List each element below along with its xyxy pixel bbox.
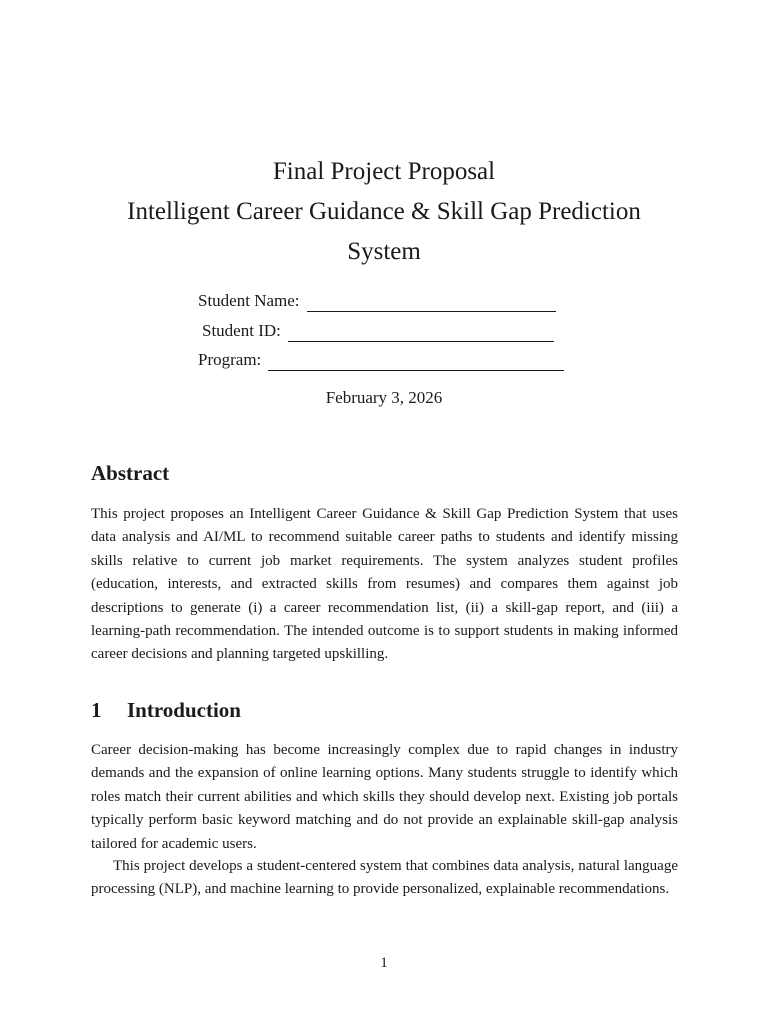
- student-name-label: Student Name:: [198, 291, 300, 310]
- title-line-1: Final Project Proposal: [272, 158, 496, 185]
- section-title: Introduction: [127, 698, 241, 722]
- introduction-paragraph-1: Career decision-making has become increasingly complex due to rapid changes in industry demands and the expansion of online learning options. Many students struggle to identify which roles match their current abilities and which skills they should develop next. Existing job portals typically perform basic keyword matching and do not provide an explainable skill-gap analysis tailored for academic users.: [91, 742, 678, 852]
- program-blank[interactable]: [268, 352, 564, 371]
- introduction-heading: [91, 697, 241, 723]
- student-id-label: Student ID:: [202, 321, 281, 340]
- document-title: [0, 152, 768, 272]
- program-label: Program:: [198, 350, 262, 369]
- document-date: February 3, 2026: [325, 388, 443, 407]
- title-line-2: Intelligent Career Guidance & Skill Gap Prediction: [127, 198, 641, 225]
- introduction-paragraph-2: This project develops a student-centered system that combines data analysis, natural language processing (NLP), and machine learning to provide personalized, explainable recommendations.: [91, 858, 678, 898]
- abstract-heading: Abstract: [91, 461, 170, 485]
- student-id-row: [202, 320, 554, 342]
- program-row: [198, 349, 564, 371]
- student-name-row: [198, 290, 556, 312]
- section-number: 1: [91, 698, 102, 722]
- student-id-blank[interactable]: [288, 323, 554, 342]
- abstract-text: This project proposes an Intelligent Career Guidance & Skill Gap Prediction System that uses data analysis and AI/ML to recommend suitable career paths to students and identify missing skills relative to current job market requirements. The system analyzes student profiles (education, interests, and extracted skills from resumes) and compares them against job descriptions to generate (i) a career recommendation list, (ii) a skill-gap report, and (iii) a learning-path recommendation. The intended outcome is to support students in making informed career decisions and planning targeted upskilling.: [91, 506, 678, 663]
- title-line-3: System: [347, 238, 421, 265]
- page-number: 1: [380, 955, 388, 971]
- student-name-blank[interactable]: [307, 293, 556, 312]
